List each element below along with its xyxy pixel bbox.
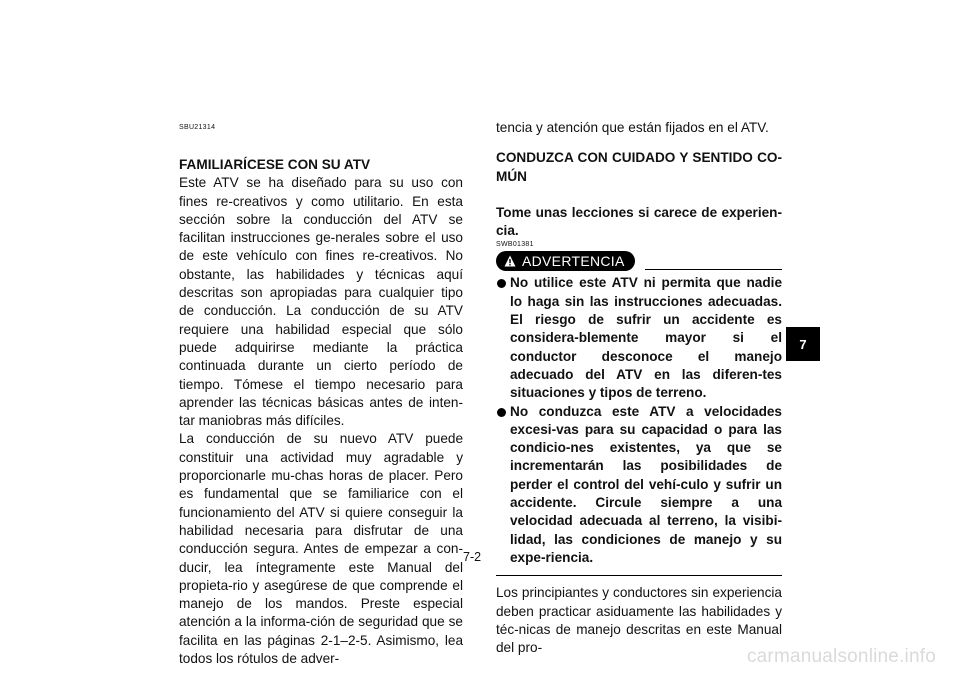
warning-triangle-icon	[504, 255, 516, 267]
warning-badge	[496, 251, 635, 271]
warning-item: No utilice este ATV ni permita que nadie lo haga sin las instrucciones adecuadas. El riesgo de sufrir un accidente es considera-blemente mayor si el conductor desconoce el manejo adecuado del ATV en las diferen-tes situaciones y tipos de terreno.	[496, 274, 782, 402]
warning-end-rule	[496, 575, 782, 576]
warning-label: ADVERTENCIA	[522, 253, 625, 270]
sub-heading: Tome unas lecciones si carece de experien-cia.	[496, 204, 782, 239]
warning-rule	[645, 269, 782, 270]
left-column	[179, 123, 463, 668]
section-heading: FAMILIARÍCESE CON SU ATV	[179, 157, 371, 172]
continued-paragraph: tencia y atención que están fijados en el ATV.	[496, 120, 769, 135]
body-paragraph-2: La conducción de su nuevo ATV puede constituir una actividad muy agradable y proporcionarle mu-chas horas de placer. Pero es fundamental que se familiarice con el funcionamiento del ATV si quiere conseguir la habilidad necesaria para disfrutar de una conducción segura. Antes de empezar a con-ducir, lea íntegramente este Manual del propieta-rio y asegúrese de que comprende el manejo de los mandos. Preste especial atención a la informa-ción de seguridad que se facilita en las páginas 2-1–2-5. Asimismo, lea todos los rótulos de adver-	[179, 431, 463, 667]
page-number: 7-2	[463, 550, 482, 564]
chapter-tab: 7	[786, 327, 820, 361]
warning-header	[496, 251, 782, 271]
warning-item: No conduzca este ATV a velocidades excesi-vas para su capacidad o para las condicio-nes existentes, ya que se incrementarán las posibilidades de perder el control del vehí-culo y sufrir un accidente. Circule siempre a una velocidad adecuada al terreno, la visibi-lidad, las condiciones de manejo y su expe-riencia.	[496, 403, 782, 568]
right-column	[496, 119, 782, 657]
body-paragraph-1: Este ATV se ha diseñado para su uso con fines re-creativos y como utilitario. En esta sección sobre la conducción del ATV se facilitan instrucciones ge-nerales sobre el uso de este vehículo con fines re-creativos. No obstante, las habilidades y técnicas aquí descritas son apropiadas para cualquier tipo de conducción. La conducción de su ATV requiere una habilidad especial que sólo puede adquirirse mediante la práctica continuada durante un cierto período de tiempo. Tómese el tiempo necesario para aprender las técnicas básicas antes de inten-tar maniobras más difíciles.	[179, 175, 463, 429]
section-code: SBU21314	[179, 124, 216, 131]
warning-list	[496, 274, 782, 567]
watermark: carmanualsonline.info	[746, 646, 936, 667]
warning-code: SWB01381	[496, 241, 534, 249]
closing-paragraph: Los principiantes y conductores sin experiencia deben practicar asiduamente las habilidades y téc-nicas de manejo descritas en este Manual del pro-	[496, 585, 782, 656]
section-heading-2: CONDUZCA CON CUIDADO Y SENTIDO CO-MÚN	[496, 150, 782, 184]
